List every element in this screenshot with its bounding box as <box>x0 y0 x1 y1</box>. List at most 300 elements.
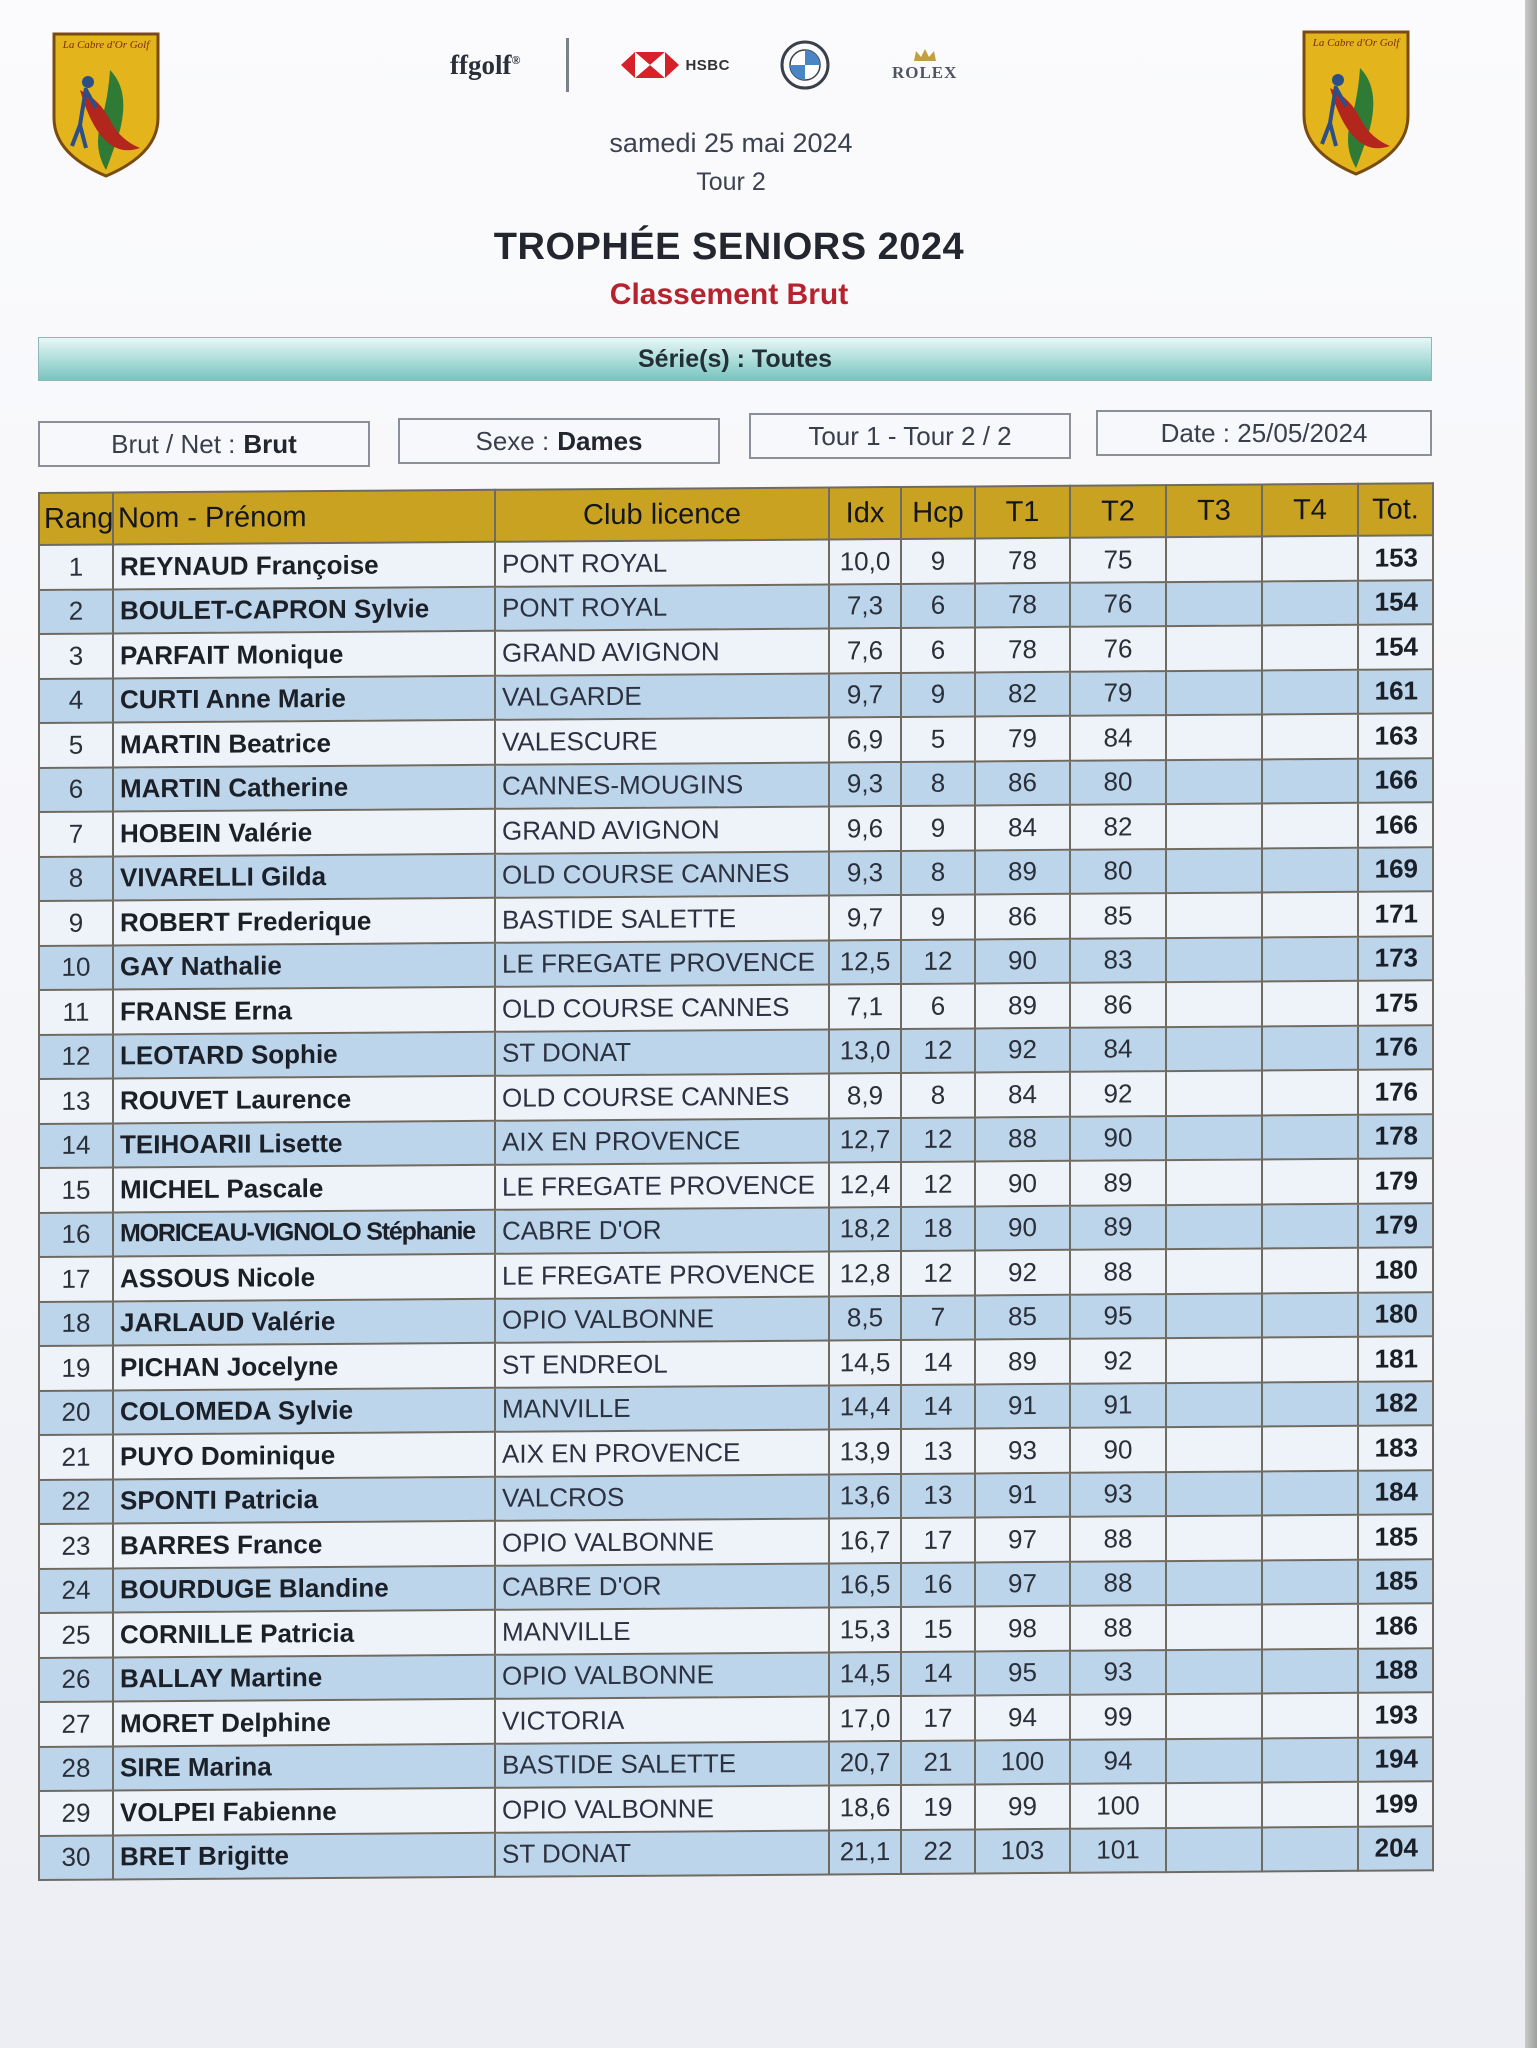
cell-club: GRAND AVIGNON <box>495 628 829 675</box>
series-banner: Série(s) : Toutes <box>38 337 1432 381</box>
cell-t4 <box>1262 1426 1358 1471</box>
cell-idx: 20,7 <box>829 1740 901 1785</box>
cell-t4 <box>1262 847 1358 892</box>
cell-t4 <box>1262 1693 1358 1738</box>
col-header-club: Club licence <box>495 487 829 541</box>
cell-t2: 92 <box>1070 1338 1166 1383</box>
cell-idx: 16,7 <box>829 1518 901 1563</box>
ffgolf-logo: ffgolf® <box>450 49 521 80</box>
cell-nom: BALLAY Martine <box>113 1654 495 1701</box>
cell-tot: 154 <box>1358 580 1433 625</box>
page-subtitle: Classement Brut <box>609 278 849 311</box>
cell-idx: 13,0 <box>829 1028 901 1073</box>
cell-t1: 90 <box>975 938 1070 983</box>
cell-nom: BOURDUGE Blandine <box>113 1565 495 1612</box>
cell-t3 <box>1166 1471 1262 1516</box>
cell-rang: 26 <box>39 1657 113 1702</box>
cell-tot: 194 <box>1358 1737 1433 1782</box>
cell-t1: 78 <box>975 582 1070 627</box>
cell-t1: 88 <box>975 1116 1070 1161</box>
cell-rang: 2 <box>39 589 113 634</box>
cell-rang: 28 <box>39 1746 113 1791</box>
cell-t1: 82 <box>975 671 1070 716</box>
cell-idx: 7,6 <box>829 628 901 673</box>
cell-tot: 175 <box>1358 980 1433 1025</box>
results-table <box>38 482 1434 1881</box>
cell-idx: 7,3 <box>829 583 901 628</box>
cell-tot: 179 <box>1358 1158 1433 1203</box>
cell-t1: 89 <box>975 1339 1070 1384</box>
cell-nom: BOULET-CAPRON Sylvie <box>113 586 495 633</box>
cell-t1: 92 <box>975 1027 1070 1072</box>
col-header-t2: T2 <box>1070 485 1166 538</box>
cell-tot: 181 <box>1358 1336 1433 1381</box>
cell-club: BASTIDE SALETTE <box>495 895 829 942</box>
cell-rang: 27 <box>39 1701 113 1746</box>
cell-club: VALCROS <box>495 1474 829 1521</box>
cell-hcp: 6 <box>901 627 975 672</box>
cell-hcp: 12 <box>901 939 975 984</box>
cell-t3 <box>1166 1026 1262 1071</box>
cell-t3 <box>1166 1248 1262 1293</box>
cell-t1: 90 <box>975 1161 1070 1206</box>
cell-idx: 15,3 <box>829 1607 901 1652</box>
cell-hcp: 21 <box>901 1740 975 1785</box>
cell-tot: 171 <box>1358 891 1433 936</box>
rolex-logo: ROLEX <box>892 47 957 83</box>
crest-text: La Cabre d'Or Golf <box>62 39 150 51</box>
cell-hcp: 14 <box>901 1339 975 1384</box>
cell-club: AIX EN PROVENCE <box>495 1429 829 1476</box>
cell-hcp: 8 <box>901 761 975 806</box>
cell-t3 <box>1166 581 1262 626</box>
cell-tot: 178 <box>1358 1114 1433 1159</box>
cell-hcp: 9 <box>901 672 975 717</box>
sponsor-bar <box>440 35 1040 95</box>
cell-t4 <box>1262 1114 1358 1159</box>
cell-nom: HOBEIN Valérie <box>113 809 495 856</box>
cell-rang: 18 <box>39 1301 113 1346</box>
cell-idx: 14,5 <box>829 1651 901 1696</box>
cell-t2: 76 <box>1070 582 1166 627</box>
cell-t2: 88 <box>1070 1561 1166 1606</box>
cell-club: LE FREGATE PROVENCE <box>495 1251 829 1298</box>
cell-idx: 13,9 <box>829 1429 901 1474</box>
cell-rang: 23 <box>39 1523 113 1568</box>
cell-nom: MORET Delphine <box>113 1699 495 1746</box>
cell-t4 <box>1262 1248 1358 1293</box>
cell-t1: 78 <box>975 627 1070 672</box>
cell-rang: 14 <box>39 1123 113 1168</box>
cell-hcp: 13 <box>901 1428 975 1473</box>
cell-t4 <box>1262 1381 1358 1426</box>
cell-rang: 20 <box>39 1390 113 1435</box>
cell-t3 <box>1166 1649 1262 1694</box>
col-header-rang: Rang <box>39 492 113 545</box>
col-header-t1: T1 <box>975 486 1070 539</box>
cell-nom: PICHAN Jocelyne <box>113 1343 495 1390</box>
cell-tot: 180 <box>1358 1247 1433 1292</box>
cell-rang: 5 <box>39 722 113 767</box>
cell-tot: 166 <box>1358 802 1433 847</box>
cell-tot: 180 <box>1358 1292 1433 1337</box>
cell-t3 <box>1166 1827 1262 1872</box>
cell-idx: 6,9 <box>829 717 901 762</box>
cell-nom: VOLPEI Fabienne <box>113 1788 495 1835</box>
filter-tours: Tour 1 - Tour 2 / 2 <box>749 413 1071 459</box>
cell-t2: 93 <box>1070 1650 1166 1695</box>
cell-hcp: 9 <box>901 894 975 939</box>
cell-idx: 9,6 <box>829 806 901 851</box>
cell-t3 <box>1166 1738 1262 1783</box>
cell-t3 <box>1166 848 1262 893</box>
cell-club: CABRE D'OR <box>495 1207 829 1254</box>
cell-idx: 10,0 <box>829 539 901 584</box>
cell-tot: 186 <box>1358 1603 1433 1648</box>
cell-t1: 84 <box>975 1072 1070 1117</box>
cell-idx: 17,0 <box>829 1696 901 1741</box>
cell-t1: 95 <box>975 1650 1070 1695</box>
cell-t4 <box>1262 1515 1358 1560</box>
cell-t2: 88 <box>1070 1605 1166 1650</box>
cell-nom: PARFAIT Monique <box>113 631 495 678</box>
cell-t2: 75 <box>1070 537 1166 582</box>
cell-t2: 99 <box>1070 1694 1166 1739</box>
cell-idx: 7,1 <box>829 984 901 1029</box>
cell-t3 <box>1166 1382 1262 1427</box>
cell-tot: 173 <box>1358 936 1433 981</box>
cell-hcp: 8 <box>901 1072 975 1117</box>
cell-club: OPIO VALBONNE <box>495 1785 829 1832</box>
cell-tot: 176 <box>1358 1069 1433 1114</box>
cell-hcp: 12 <box>901 1117 975 1162</box>
cell-tot: 179 <box>1358 1203 1433 1248</box>
cell-t4 <box>1262 1203 1358 1248</box>
cell-rang: 13 <box>39 1078 113 1123</box>
cell-t1: 100 <box>975 1739 1070 1784</box>
cell-nom: VIVARELLI Gilda <box>113 853 495 900</box>
cell-t3 <box>1166 1070 1262 1115</box>
cell-hcp: 9 <box>901 805 975 850</box>
cell-hcp: 14 <box>901 1384 975 1429</box>
cell-club: OLD COURSE CANNES <box>495 984 829 1031</box>
cell-t3 <box>1166 1693 1262 1738</box>
cell-nom: GAY Nathalie <box>113 942 495 989</box>
cell-nom: FRANSE Erna <box>113 987 495 1034</box>
cell-club: PONT ROYAL <box>495 584 829 631</box>
cell-club: VICTORIA <box>495 1696 829 1743</box>
cell-nom: BRET Brigitte <box>113 1832 495 1879</box>
cell-club: OPIO VALBONNE <box>495 1518 829 1565</box>
cell-tot: 184 <box>1358 1470 1433 1515</box>
cell-t2: 88 <box>1070 1249 1166 1294</box>
cell-t3 <box>1166 1293 1262 1338</box>
cell-tot: 185 <box>1358 1559 1433 1604</box>
cell-t4 <box>1262 803 1358 848</box>
cell-idx: 8,5 <box>829 1295 901 1340</box>
cell-t1: 84 <box>975 805 1070 850</box>
cell-club: CANNES-MOUGINS <box>495 762 829 809</box>
cell-t4 <box>1262 1070 1358 1115</box>
cell-nom: MARTIN Beatrice <box>113 720 495 767</box>
cell-t3 <box>1166 1115 1262 1160</box>
cell-t1: 94 <box>975 1695 1070 1740</box>
cell-nom: JARLAUD Valérie <box>113 1298 495 1345</box>
cell-t2: 90 <box>1070 1427 1166 1472</box>
cell-t2: 82 <box>1070 804 1166 849</box>
cell-nom: REYNAUD Françoise <box>113 542 495 589</box>
cell-t2: 86 <box>1070 982 1166 1027</box>
cell-t1: 79 <box>975 716 1070 761</box>
cell-tot: 153 <box>1358 535 1433 580</box>
cell-t2: 94 <box>1070 1739 1166 1784</box>
filter-brut-net: Brut / Net : Brut <box>38 421 370 467</box>
cell-idx: 12,5 <box>829 939 901 984</box>
cell-t2: 89 <box>1070 1160 1166 1205</box>
cell-idx: 16,5 <box>829 1562 901 1607</box>
cell-t2: 88 <box>1070 1516 1166 1561</box>
cell-nom: CORNILLE Patricia <box>113 1610 495 1657</box>
cell-t4 <box>1262 1292 1358 1337</box>
cell-rang: 1 <box>39 544 113 589</box>
cell-hcp: 13 <box>901 1473 975 1518</box>
cell-t3 <box>1166 625 1262 670</box>
cell-hcp: 6 <box>901 983 975 1028</box>
cell-hcp: 6 <box>901 583 975 628</box>
cell-t2: 85 <box>1070 893 1166 938</box>
cell-t2: 84 <box>1070 1027 1166 1072</box>
cell-rang: 21 <box>39 1434 113 1479</box>
cell-idx: 9,3 <box>829 761 901 806</box>
cell-club: LE FREGATE PROVENCE <box>495 1162 829 1209</box>
filter-date: Date : 25/05/2024 <box>1096 410 1432 456</box>
col-header-idx: Idx <box>829 487 901 540</box>
cell-rang: 3 <box>39 633 113 678</box>
cell-t1: 89 <box>975 983 1070 1028</box>
cell-club: ST DONAT <box>495 1830 829 1877</box>
cell-rang: 30 <box>39 1835 113 1880</box>
cell-nom: MARTIN Catherine <box>113 764 495 811</box>
cell-t1: 99 <box>975 1784 1070 1829</box>
cell-tot: 163 <box>1358 713 1433 758</box>
hsbc-logo: HSBC <box>621 52 730 78</box>
cell-t3 <box>1166 1604 1262 1649</box>
cell-hcp: 22 <box>901 1829 975 1874</box>
cell-t3 <box>1166 536 1262 581</box>
cell-t4 <box>1262 1648 1358 1693</box>
page-title: TROPHÉE SENIORS 2024 <box>493 226 965 268</box>
cell-t4 <box>1262 1025 1358 1070</box>
cell-t1: 97 <box>975 1517 1070 1562</box>
cell-t4 <box>1262 714 1358 759</box>
cell-hcp: 9 <box>901 538 975 583</box>
cell-hcp: 7 <box>901 1295 975 1340</box>
cell-t4 <box>1262 892 1358 937</box>
cell-t4 <box>1262 1559 1358 1604</box>
cell-nom: PUYO Dominique <box>113 1432 495 1479</box>
cell-nom: SIRE Marina <box>113 1743 495 1790</box>
event-round: Tour 2 <box>696 168 766 196</box>
cell-t4 <box>1262 669 1358 714</box>
cell-t3 <box>1166 803 1262 848</box>
cell-rang: 8 <box>39 856 113 901</box>
cell-club: OPIO VALBONNE <box>495 1296 829 1343</box>
cell-hcp: 15 <box>901 1606 975 1651</box>
cell-idx: 13,6 <box>829 1473 901 1518</box>
cell-tot: 199 <box>1358 1781 1433 1826</box>
cell-t4 <box>1262 981 1358 1026</box>
cell-t2: 91 <box>1070 1383 1166 1428</box>
cell-club: MANVILLE <box>495 1607 829 1654</box>
cell-t3 <box>1166 1159 1262 1204</box>
cell-t2: 100 <box>1070 1783 1166 1828</box>
cell-hcp: 12 <box>901 1250 975 1295</box>
results-body <box>39 535 1433 1880</box>
cell-tot: 182 <box>1358 1381 1433 1426</box>
cell-idx: 9,7 <box>829 895 901 940</box>
cell-rang: 10 <box>39 945 113 990</box>
cell-idx: 12,8 <box>829 1251 901 1296</box>
cell-tot: 166 <box>1358 758 1433 803</box>
cell-rang: 9 <box>39 900 113 945</box>
cell-t2: 95 <box>1070 1294 1166 1339</box>
cell-idx: 18,6 <box>829 1785 901 1830</box>
cell-t1: 103 <box>975 1828 1070 1873</box>
cell-club: BASTIDE SALETTE <box>495 1741 829 1788</box>
cell-t1: 86 <box>975 760 1070 805</box>
cell-hcp: 19 <box>901 1784 975 1829</box>
cell-t1: 97 <box>975 1561 1070 1606</box>
event-date: samedi 25 mai 2024 <box>609 128 853 158</box>
cell-t1: 86 <box>975 894 1070 939</box>
cell-t3 <box>1166 1515 1262 1560</box>
cell-t3 <box>1166 937 1262 982</box>
cell-nom: ROBERT Frederique <box>113 898 495 945</box>
cell-t3 <box>1166 1560 1262 1605</box>
cell-club: OLD COURSE CANNES <box>495 851 829 898</box>
cell-idx: 18,2 <box>829 1206 901 1251</box>
crest-text-right: La Cabre d'Or Golf <box>1312 37 1400 49</box>
cell-nom: LEOTARD Sophie <box>113 1031 495 1078</box>
cell-tot: 188 <box>1358 1648 1433 1693</box>
cell-t4 <box>1262 580 1358 625</box>
cell-idx: 14,4 <box>829 1384 901 1429</box>
crown-icon <box>912 47 938 63</box>
col-header-t3: T3 <box>1166 484 1262 537</box>
cell-t3 <box>1166 1782 1262 1827</box>
cell-t2: 101 <box>1070 1828 1166 1873</box>
cell-tot: 176 <box>1358 1025 1433 1070</box>
col-header-nom: Nom - Prénom <box>113 490 495 545</box>
cell-idx: 12,4 <box>829 1162 901 1207</box>
hsbc-hexagon-icon <box>621 52 679 78</box>
cell-t2: 76 <box>1070 626 1166 671</box>
cell-t3 <box>1166 981 1262 1026</box>
cell-idx: 12,7 <box>829 1117 901 1162</box>
cell-t4 <box>1262 758 1358 803</box>
cell-t2: 84 <box>1070 715 1166 760</box>
cell-rang: 19 <box>39 1345 113 1390</box>
sponsor-separator <box>566 38 569 92</box>
cell-rang: 16 <box>39 1212 113 1257</box>
cell-idx: 9,3 <box>829 850 901 895</box>
col-header-tot: Tot. <box>1358 483 1433 536</box>
cell-t1: 85 <box>975 1294 1070 1339</box>
cell-club: OLD COURSE CANNES <box>495 1073 829 1120</box>
cell-nom: MORICEAU-VIGNOLO Stéphanie <box>113 1209 495 1256</box>
cell-t3 <box>1166 1204 1262 1249</box>
cell-t1: 78 <box>975 538 1070 583</box>
cell-tot: 183 <box>1358 1425 1433 1470</box>
table-row <box>39 1826 1433 1880</box>
cell-club: GRAND AVIGNON <box>495 806 829 853</box>
cell-t4 <box>1262 1604 1358 1649</box>
cell-t2: 83 <box>1070 938 1166 983</box>
cell-rang: 6 <box>39 767 113 812</box>
cell-nom: MICHEL Pascale <box>113 1165 495 1212</box>
cell-t4 <box>1262 1470 1358 1515</box>
cell-club: VALESCURE <box>495 717 829 764</box>
cell-tot: 193 <box>1358 1692 1433 1737</box>
cell-hcp: 12 <box>901 1161 975 1206</box>
cell-tot: 185 <box>1358 1514 1433 1559</box>
cell-nom: ROUVET Laurence <box>113 1076 495 1123</box>
cell-hcp: 17 <box>901 1517 975 1562</box>
col-header-hcp: Hcp <box>901 486 975 539</box>
cell-nom: BARRES France <box>113 1521 495 1568</box>
cell-rang: 24 <box>39 1568 113 1613</box>
cell-idx: 14,5 <box>829 1340 901 1385</box>
cell-idx: 8,9 <box>829 1073 901 1118</box>
cell-idx: 21,1 <box>829 1829 901 1874</box>
cell-t4 <box>1262 536 1358 581</box>
cell-t2: 89 <box>1070 1205 1166 1250</box>
col-header-t4: T4 <box>1262 484 1358 537</box>
cell-club: PONT ROYAL <box>495 539 829 586</box>
cell-hcp: 8 <box>901 850 975 895</box>
cell-nom: ASSOUS Nicole <box>113 1254 495 1301</box>
cell-tot: 154 <box>1358 624 1433 669</box>
cell-rang: 25 <box>39 1612 113 1657</box>
cell-rang: 4 <box>39 678 113 723</box>
cell-t1: 98 <box>975 1606 1070 1651</box>
cell-nom: TEIHOARII Lisette <box>113 1120 495 1167</box>
cell-t3 <box>1166 670 1262 715</box>
cell-t2: 92 <box>1070 1071 1166 1116</box>
cell-tot: 161 <box>1358 669 1433 714</box>
cell-rang: 7 <box>39 811 113 856</box>
page-edge <box>1525 0 1537 2048</box>
cell-nom: SPONTI Patricia <box>113 1476 495 1523</box>
cell-t3 <box>1166 759 1262 804</box>
cell-hcp: 16 <box>901 1562 975 1607</box>
cell-t4 <box>1262 1782 1358 1827</box>
cell-t1: 90 <box>975 1205 1070 1250</box>
cell-nom: COLOMEDA Sylvie <box>113 1387 495 1434</box>
cell-t3 <box>1166 1426 1262 1471</box>
cell-hcp: 12 <box>901 1028 975 1073</box>
cell-t4 <box>1262 625 1358 670</box>
cell-t4 <box>1262 1159 1358 1204</box>
cell-nom: CURTI Anne Marie <box>113 675 495 722</box>
cell-hcp: 14 <box>901 1651 975 1696</box>
cell-hcp: 17 <box>901 1695 975 1740</box>
cell-club: OPIO VALBONNE <box>495 1652 829 1699</box>
cell-rang: 11 <box>39 989 113 1034</box>
cell-t2: 79 <box>1070 671 1166 716</box>
cell-club: LE FREGATE PROVENCE <box>495 940 829 987</box>
cell-t2: 80 <box>1070 760 1166 805</box>
